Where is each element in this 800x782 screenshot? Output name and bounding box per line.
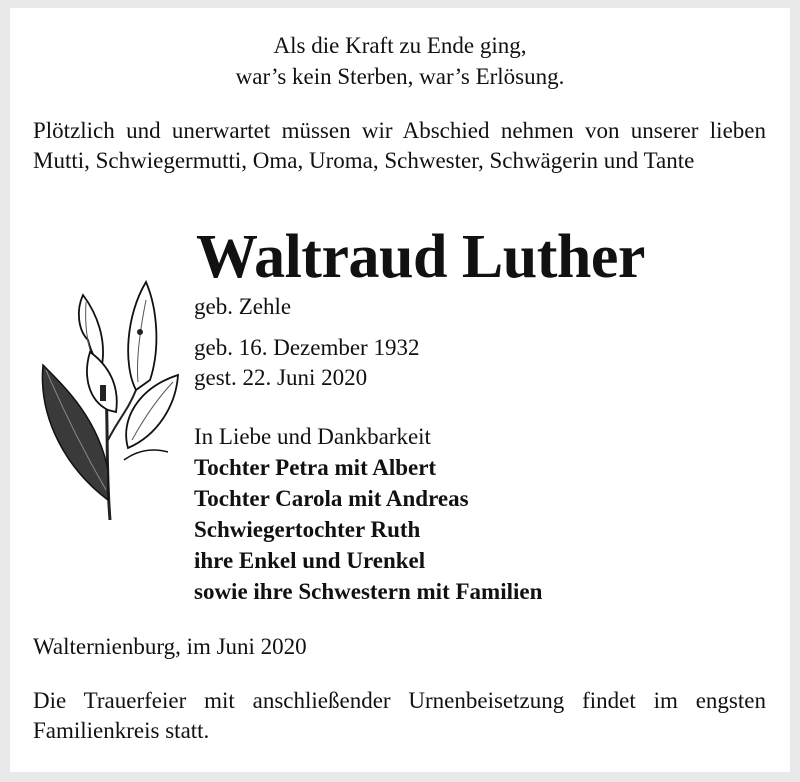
birth-date: geb. 16. Dezember 1932 <box>194 335 420 360</box>
mourner-1: Tochter Petra mit Albert <box>194 455 437 480</box>
mourner-5: sowie ihre Schwestern mit Familien <box>194 579 543 604</box>
maiden-name: geb. Zehle <box>194 294 292 319</box>
funeral-note: Die Trauerfeier mit anschließender Urnenbeisetzung findet im engsten Familienkreis statt. <box>33 688 766 743</box>
deceased-name: Waltraud Luther <box>196 223 645 291</box>
motto <box>10 30 790 92</box>
death-date: gest. 22. Juni 2020 <box>194 365 368 390</box>
mourner-3: Schwiegertochter Ruth <box>194 517 421 542</box>
place-date: Walternienburg, im Juni 2020 <box>33 634 307 659</box>
calla-lily-icon <box>28 270 188 530</box>
mourner-2: Tochter Carola mit Andreas <box>194 486 469 511</box>
mourners-intro: In Liebe und Dankbarkeit <box>194 424 431 449</box>
motto-line-1: Als die Kraft zu Ende ging, <box>273 33 527 58</box>
mourner-4: ihre Enkel und Urenkel <box>194 548 426 573</box>
obituary-card <box>10 8 790 772</box>
intro-text: Plötzlich und unerwartet müssen wir Abschied nehmen von unserer lieben Mutti, Schwiegermutti, Oma, Uroma, Schwester, Schwägerin und Tante <box>33 118 766 173</box>
motto-line-2: war’s kein Sterben, war’s Erlösung. <box>235 64 565 89</box>
